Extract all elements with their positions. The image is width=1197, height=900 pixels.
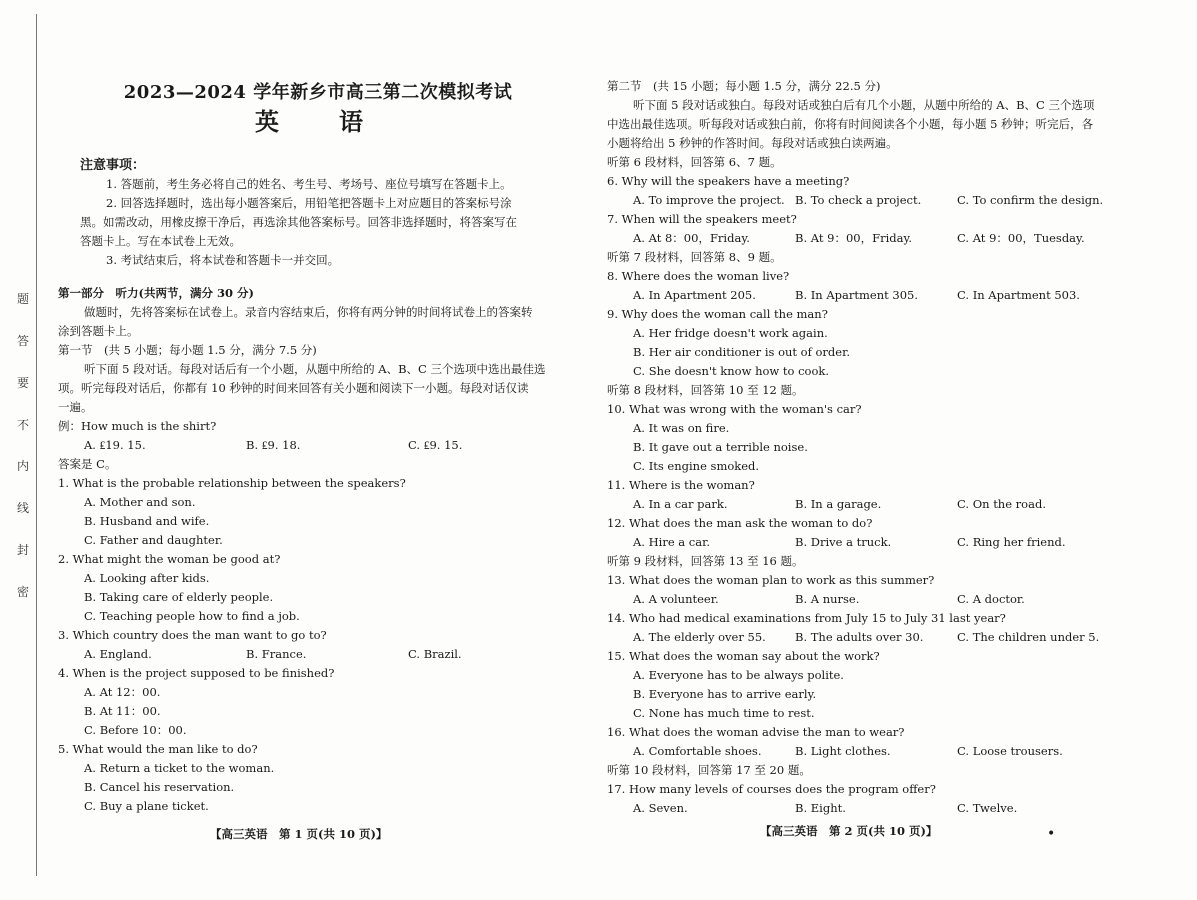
binding-char: 线 (16, 501, 29, 516)
questions-1-5 (58, 474, 578, 816)
question-text: 13. What does the woman plan to work as this summer? (607, 573, 935, 587)
question-block (607, 400, 1107, 476)
option-row (58, 645, 578, 664)
section2-intro: 小题将给出 5 秒钟的作答时间。每段对话或独白读两遍。 (607, 136, 898, 150)
exam-title: 2023—2024 学年新乡市高三第二次模拟考试 (123, 82, 513, 103)
option: C. Ring her friend. (957, 535, 1066, 549)
binding-notice (14, 290, 32, 600)
option: A. Everyone has to be always polite. (633, 668, 844, 682)
option: A. Her fridge doesn't work again. (633, 326, 828, 340)
option: A. To improve the project. (633, 193, 785, 207)
option: C. She doesn't know how to cook. (633, 364, 830, 378)
question-text: 5. What would the man like to do? (58, 742, 258, 756)
option: A. Looking after kids. (84, 571, 210, 585)
page-2 (607, 77, 1107, 818)
option: B. Light clothes. (795, 744, 891, 758)
binding-char: 答 (16, 333, 29, 348)
option: B. Her air conditioner is out of order. (633, 345, 850, 359)
option: A. At 8：00，Friday. (633, 231, 750, 245)
question-block (58, 740, 578, 816)
material-heading: 听第 7 段材料，回答第 8、9 题。 (607, 250, 782, 264)
example-options (58, 436, 578, 455)
notice-items (80, 175, 578, 270)
option: B. Eight. (795, 801, 846, 815)
option: C. On the road. (957, 497, 1046, 511)
notice-item: 3. 考试结束后，将本试卷和答题卡一并交回。 (106, 253, 340, 267)
question-block (607, 571, 1107, 609)
question-block (607, 647, 1107, 723)
part1-intro: 做题时，先将答案标在试卷上。录音内容结束后，你将有两分钟的时间将试卷上的答案转 (84, 305, 533, 319)
material-heading: 听第 6 段材料，回答第 6、7 题。 (607, 155, 782, 169)
binding-char: 密 (16, 584, 29, 599)
example-answer: 答案是 C。 (58, 457, 117, 471)
option: B. Everyone has to arrive early. (633, 687, 817, 701)
question-block (607, 267, 1107, 305)
option: C. At 9：00，Tuesday. (957, 231, 1085, 245)
questions-6-17 (607, 153, 1107, 818)
notice-item: 答题卡上。写在本试卷上无效。 (80, 234, 241, 248)
option: A. Seven. (633, 801, 688, 815)
question-block (607, 723, 1107, 761)
option: A. The elderly over 55. (633, 630, 766, 644)
option: C. Brazil. (408, 647, 462, 661)
section2-intro: 听下面 5 段对话或独白。每段对话或独白后有几个小题，从题中所给的 A、B、C 三个选项 (633, 98, 1095, 112)
option-row (607, 799, 1107, 818)
option: C. Teaching people how to find a job. (84, 609, 300, 623)
option: B. The adults over 30. (795, 630, 924, 644)
binding-char: 内 (16, 459, 29, 474)
option: C. Buy a plane ticket. (84, 799, 209, 813)
option: A. Mother and son. (84, 495, 196, 509)
material-heading: 听第 8 段材料，回答第 10 至 12 题。 (607, 383, 804, 397)
option: C. In Apartment 503. (957, 288, 1080, 302)
question-block (607, 609, 1107, 647)
notice-item: 2. 回答选择题时，选出每小题答案后，用铅笔把答题卡上对应题目的答案标号涂 (106, 196, 512, 210)
section1-heading: 第一节 (共 5 小题；每小题 1.5 分，满分 7.5 分) (58, 343, 317, 357)
option-row (607, 495, 1107, 514)
option: A. It was on fire. (633, 421, 730, 435)
question-block (58, 550, 578, 626)
option: A. At 12：00. (84, 685, 161, 699)
binding-char: 封 (16, 543, 29, 558)
option: B. At 11：00. (84, 704, 161, 718)
question-block (58, 664, 578, 740)
option-row (607, 286, 1107, 305)
option-row (607, 191, 1107, 210)
section1-intro: 项。听完每段对话后，你都有 10 秒钟的时间来回答有关小题和阅读下一小题。每段对话仅读 (58, 381, 529, 395)
option: B. In a garage. (795, 497, 882, 511)
question-block (607, 780, 1107, 818)
page-1 (58, 80, 578, 816)
option: C. A doctor. (957, 592, 1025, 606)
scan-dot: • (1047, 826, 1056, 842)
option: B. At 9：00，Friday. (795, 231, 913, 245)
binding-char: 不 (16, 417, 29, 432)
question-text: 2. What might the woman be good at? (58, 552, 281, 566)
notice-item: 黑。如需改动，用橡皮擦干净后，再选涂其他答案标号。回答非选择题时，将答案写在 (80, 215, 517, 229)
option-row (607, 590, 1107, 609)
option-row (607, 742, 1107, 761)
page-footer-2: 【高三英语 第 2 页(共 10 页)】 (760, 824, 938, 838)
option: B. France. (246, 647, 307, 661)
part1-intro: 涂到答题卡上。 (58, 324, 139, 338)
option: C. Father and daughter. (84, 533, 223, 547)
option: A. Hire a car. (633, 535, 710, 549)
option: B. In Apartment 305. (795, 288, 919, 302)
option: C. None has much time to rest. (633, 706, 815, 720)
example-question: 例：How much is the shirt? (58, 419, 217, 433)
binding-char: 要 (16, 375, 29, 390)
option: C. Loose trousers. (957, 744, 1063, 758)
question-text: 16. What does the woman advise the man to wear? (607, 725, 905, 739)
option: B. It gave out a terrible noise. (633, 440, 808, 454)
page-footer-1: 【高三英语 第 1 页(共 10 页)】 (210, 827, 388, 841)
notice-item: 1. 答题前，考生务必将自己的姓名、考生号、考场号、座位号填写在答题卡上。 (106, 177, 512, 191)
option: B. Drive a truck. (795, 535, 892, 549)
option: C. To confirm the design. (957, 193, 1104, 207)
question-block (58, 474, 578, 550)
question-text: 6. Why will the speakers have a meeting? (607, 174, 850, 188)
example-option-b: B. ₤9. 18. (246, 438, 301, 452)
example-option-a: A. ₤19. 15. (84, 438, 146, 452)
binding-line (36, 14, 37, 876)
option-row (607, 229, 1107, 248)
question-block (607, 172, 1107, 210)
option: C. The children under 5. (957, 630, 1100, 644)
option: B. Husband and wife. (84, 514, 210, 528)
question-text: 1. What is the probable relationship between the speakers? (58, 476, 406, 490)
question-block (607, 514, 1107, 552)
option: A. Comfortable shoes. (633, 744, 762, 758)
option: A. Return a ticket to the woman. (84, 761, 275, 775)
question-text: 17. How many levels of courses does the program offer? (607, 782, 936, 796)
notice-heading: 注意事项： (80, 158, 146, 173)
question-block (607, 476, 1107, 514)
option-row (607, 533, 1107, 552)
section2-intro: 中选出最佳选项。听每段对话或独白前，你将有时间阅读各个小题，每小题 5 秒钟；听完后，各 (607, 117, 1094, 131)
section1-intro: 听下面 5 段对话。每段对话后有一个小题，从题中所给的 A、B、C 三个选项中选出最佳选 (84, 362, 546, 376)
question-text: 15. What does the woman say about the work? (607, 649, 880, 663)
question-text: 4. When is the project supposed to be finished? (58, 666, 335, 680)
part1-heading: 第一部分 听力(共两节，满分 30 分) (58, 286, 254, 300)
question-text: 14. Who had medical examinations from July 15 to July 31 last year? (607, 611, 1006, 625)
question-text: 10. What was wrong with the woman's car? (607, 402, 862, 416)
option: B. A nurse. (795, 592, 860, 606)
option: A. In Apartment 205. (633, 288, 756, 302)
option: B. Taking care of elderly people. (84, 590, 274, 604)
option: B. Cancel his reservation. (84, 780, 235, 794)
section1-intro: 一遍。 (58, 400, 93, 414)
question-block (607, 305, 1107, 381)
option: A. In a car park. (633, 497, 728, 511)
option-row (607, 628, 1107, 647)
question-block (607, 210, 1107, 248)
question-block (58, 626, 578, 664)
question-text: 7. When will the speakers meet? (607, 212, 797, 226)
question-text: 11. Where is the woman? (607, 478, 755, 492)
section2-heading: 第二节 (共 15 小题；每小题 1.5 分，满分 22.5 分) (607, 79, 881, 93)
example-option-c: C. ₤9. 15. (408, 438, 463, 452)
material-heading: 听第 9 段材料，回答第 13 至 16 题。 (607, 554, 804, 568)
exam-subject: 英 语 (255, 107, 381, 136)
option: B. To check a project. (795, 193, 922, 207)
option: C. Twelve. (957, 801, 1018, 815)
binding-char: 题 (16, 292, 29, 306)
option: C. Before 10：00. (84, 723, 187, 737)
option: A. England. (84, 647, 152, 661)
option: A. A volunteer. (633, 592, 719, 606)
material-heading: 听第 10 段材料，回答第 17 至 20 题。 (607, 763, 811, 777)
question-text: 12. What does the man ask the woman to do? (607, 516, 873, 530)
question-text: 3. Which country does the man want to go to? (58, 628, 327, 642)
question-text: 9. Why does the woman call the man? (607, 307, 828, 321)
question-text: 8. Where does the woman live? (607, 269, 790, 283)
option: C. Its engine smoked. (633, 459, 760, 473)
